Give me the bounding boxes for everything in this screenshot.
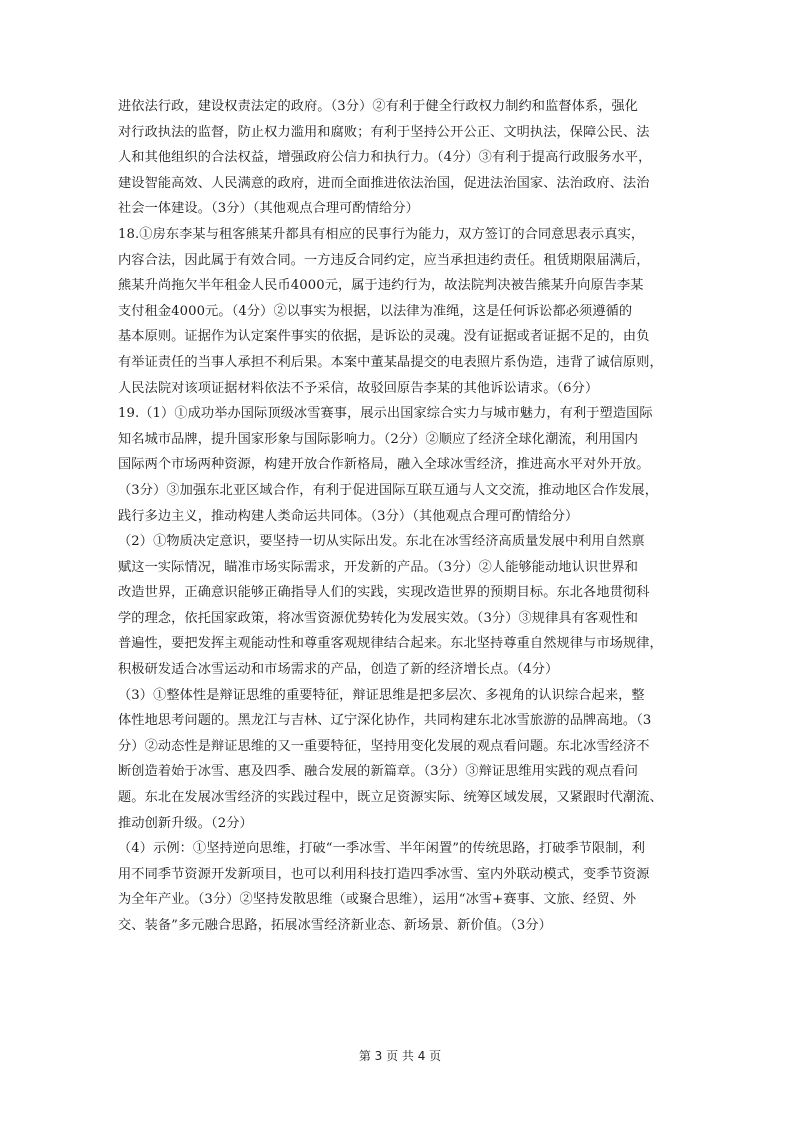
text-line: 人和其他组织的合法权益，增强政府公信力和执行力。（4分）③有利于提高行政服务水平， bbox=[118, 150, 652, 166]
text-line: 建设智能高效、人民满意的政府，进而全面推进依法治国，促进法治国家、法治政府、法治 bbox=[118, 175, 650, 191]
text-line: 分）②动态性是辩证思维的又一重要特征，坚持用变化发展的观点看问题。东北冰雪经济不 bbox=[118, 738, 650, 754]
question-19-start: 19.（1）①成功举办国际顶级冰雪赛事，展示出国家综合实力与城市魅力，有利于塑造国际 bbox=[118, 406, 653, 422]
page-number-footer: 第 3 页 共 4 页 bbox=[358, 1049, 442, 1063]
text-line: 社会一体建设。（3分）（其他观点合理可酌情给分） bbox=[118, 201, 419, 217]
text-line: 知名城市品牌，提升国家形象与国际影响力。（2分）②顺应了经济全球化潮流，利用国内 bbox=[118, 431, 639, 447]
text-line: 用不同季节资源开发新项目，也可以利用科技打造四季冰雪、室内外联动模式，变季节资源 bbox=[118, 866, 650, 882]
text-line: 学的理念，依托国家政策，将冰雪资源优势转化为发展实效。（3分）③规律具有客观性和 bbox=[118, 610, 639, 626]
text-line: 推动创新升级。（2分） bbox=[118, 815, 253, 831]
text-line: 人民法院对该项证据材料依法不予采信，故驳回原告李某的其他诉讼请求。（6分） bbox=[118, 380, 599, 396]
text-line: 践行多边主义，推动构建人类命运共同体。（3分）（其他观点合理可酌情给分） bbox=[118, 508, 579, 524]
text-line: 普遍性，要把发挥主观能动性和尊重客观规律结合起来。东北坚持尊重自然规律与市场规律， bbox=[118, 636, 663, 652]
text-line: 体性地思考问题的。黑龙江与吉林、辽宁深化协作，共同构建东北冰雪旅游的品牌高地。（3 bbox=[118, 713, 652, 729]
text-line: （3分）③加强东北亚区域合作，有利于促进国际互联互通与人文交流，推动地区合作发展， bbox=[118, 482, 658, 498]
text-line: 交、装备”多元融合思路，拓展冰雪经济新业态、新场景、新价值。（3分） bbox=[118, 918, 552, 933]
text-line: 断创造着始于冰雪、惠及四季、融合发展的新篇章。（3分）③辩证思维用实践的观点看问 bbox=[118, 764, 639, 780]
text-line: 积极研发适合冰雪运动和市场需求的产品，创造了新的经济增长点。（4分） bbox=[118, 662, 559, 678]
text-line: 进依法行政，建设权责法定的政府。（3分）②有利于健全行政权力制约和监督体系，强化 bbox=[118, 99, 639, 114]
text-line: 基本原则。证据作为认定案件事实的依据，是诉讼的灵魂。没有证据或者证据不足的，由负 bbox=[118, 329, 650, 345]
text-line: 有举证责任的当事人承担不利后果。本案中董某晶提交的电表照片系伪造，违背了诚信原则， bbox=[118, 354, 663, 370]
text-line: 对行政执法的监督，防止权力滥用和腐败；有利于坚持公开公正、文明执法，保障公民、法 bbox=[118, 124, 650, 140]
question-18-start: 18.①房东李某与租客熊某升都具有相应的民事行为能力，双方签订的合同意思表示真实， bbox=[118, 226, 645, 242]
question-19-part-3: （3）①整体性是辩证思维的重要特征，辩证思维是把多层次、多视角的认识综合起来，整 bbox=[118, 687, 645, 703]
question-19-part-4: （4）示例：①坚持逆向思维，打破“一季冰雪、半年闲置”的传统思路，打破季节限制，利 bbox=[118, 841, 646, 857]
text-line: 熊某升尚拖欠半年租金人民币4000元，属于违约行为，故法院判决被告熊某升向原告李某 bbox=[118, 278, 644, 294]
question-19-part-2: （2）①物质决定意识，要坚持一切从实际出发。东北在冰雪经济高质量发展中利用自然禀 bbox=[118, 534, 645, 550]
answer-text-body bbox=[118, 94, 686, 939]
text-line: 题。东北在发展冰雪经济的实践过程中，既立足资源实际、统筹区域发展，又紧跟时代潮流、 bbox=[118, 790, 663, 806]
text-line: 国际两个市场两种资源，构建开放合作新格局，融入全球冰雪经济，推进高水平对外开放。 bbox=[118, 457, 650, 473]
text-line: 支付租金4000元。（4分）②以事实为根据，以法律为准绳，这是任何诉讼都必须遵循的 bbox=[118, 303, 633, 319]
text-line: 改造世界，正确意识能够正确指导人们的实践，实现改造世界的预期目标。东北各地贯彻科 bbox=[118, 585, 650, 601]
text-line: 内容合法，因此属于有效合同。一方违反合同约定，应当承担违约责任。租赁期限届满后， bbox=[118, 252, 650, 268]
text-line: 赋这一实际情况，瞄准市场实际需求，开发新的产品。（3分）②人能够能动地认识世界和 bbox=[118, 559, 639, 575]
text-line: 为全年产业。（3分）②坚持发散思维（或聚合思维），运用“冰雪+赛事、文旅、经贸、外 bbox=[118, 892, 637, 908]
